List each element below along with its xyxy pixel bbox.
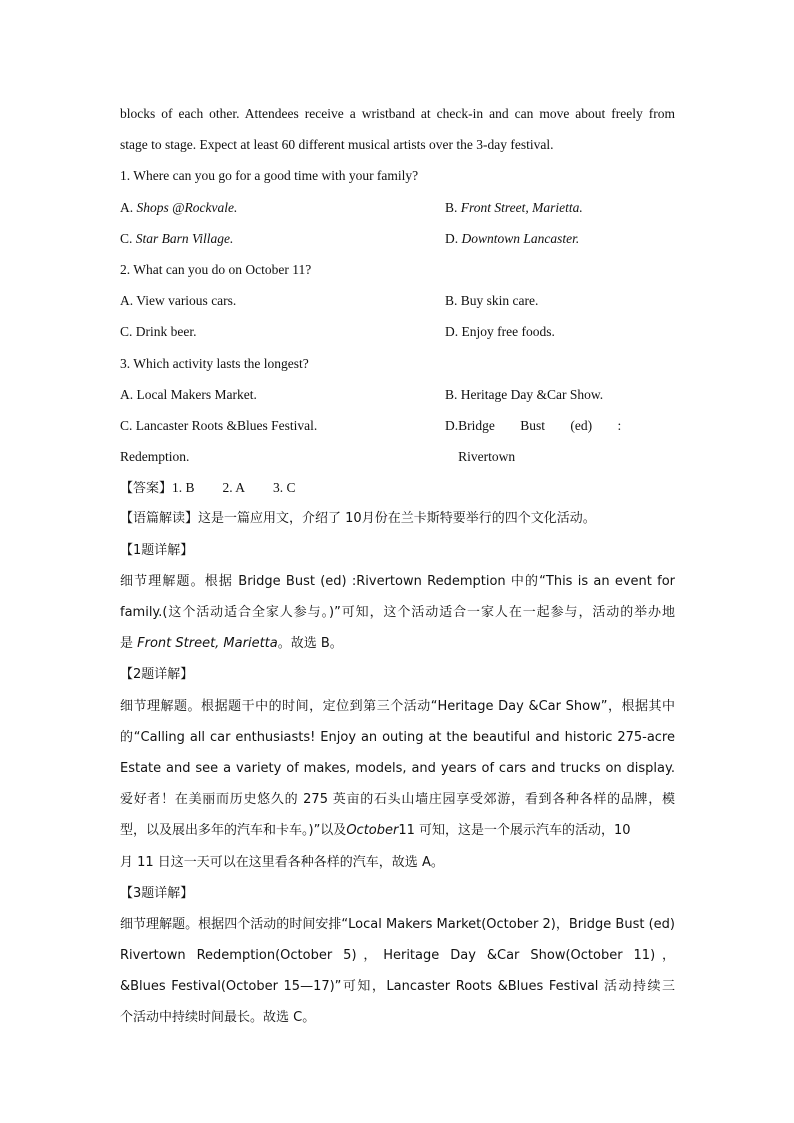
option-letter: D. <box>445 324 462 340</box>
option-letter: D. <box>445 417 459 433</box>
question-2-options-row-2 <box>120 316 675 347</box>
q3-heading: 【3题详解】 <box>120 885 194 901</box>
q1-line-1: 细节理解题。根据 Bridge Bust (ed) :Rivertown Redemption 中的“This is an event for <box>120 573 675 589</box>
option-text: Shops @Rockvale. <box>136 199 238 215</box>
option-text: Local Makers Market. <box>136 386 257 402</box>
option-text: Buy skin care. <box>460 293 539 309</box>
option-c <box>120 223 445 254</box>
option-d <box>445 316 675 347</box>
q1-line-2: family.(这个活动适合全家人参与。)”可知，这个活动适合一家人在一起参与，活动的举办地 <box>120 605 675 620</box>
q2-line-5-post: 11 可知，这是一个展示汽车的活动，10 <box>398 823 631 839</box>
option-letter: C. <box>120 230 136 246</box>
passage-reading-text: 这是一篇应用文，介绍了 10月份在兰卡斯特要举行的四个文化活动。 <box>198 511 596 527</box>
q2-line-1: 细节理解题。根据题干中的时间，定位到第三个活动“Heritage Day &Car Show”，根据其中 <box>120 698 675 714</box>
option-letter: B. <box>445 386 461 402</box>
option-letter: A. <box>120 386 137 402</box>
option-c <box>120 316 445 347</box>
option-text: Downtown Lancaster. <box>461 230 580 246</box>
answer-line <box>120 472 675 503</box>
question-1-options-row-1 <box>120 192 675 223</box>
q1-heading: 【1题详解】 <box>120 542 194 558</box>
question-1-stem: 1. Where can you go for a good time with your family? <box>120 168 419 184</box>
option-letter: C. <box>120 324 136 340</box>
option-a <box>120 285 445 316</box>
q2-heading: 【2题详解】 <box>120 667 194 683</box>
option-text: Front Street, Marietta. <box>460 199 583 215</box>
option-b <box>445 379 675 410</box>
question-3-stem: 3. Which activity lasts the longest? <box>120 355 309 371</box>
passage-reading-label: 【语篇解读】 <box>120 511 199 527</box>
question-3-option-d-wrap: Redemption. <box>120 449 190 465</box>
q2-line-5-pre: 型，以及展出多年的汽车和卡车。)”以及 <box>120 823 347 839</box>
option-text: Enjoy free foods. <box>461 324 555 340</box>
option-letter: C. <box>120 417 136 433</box>
q3-line-1: 细节理解题。根据四个活动的时间安排“Local Makers Market(October 2)，Bridge Bust (ed) <box>120 916 675 932</box>
passage-reading-line <box>120 503 675 534</box>
option-text: Star Barn Village. <box>135 230 234 246</box>
option-letter: A. <box>120 293 137 309</box>
option-letter: D. <box>445 230 462 246</box>
q3-line-4: 个活动中持续时间最长。故选 C。 <box>120 1010 316 1026</box>
option-a <box>120 192 445 223</box>
answer-1: 1. B <box>172 480 195 496</box>
option-b <box>445 192 675 223</box>
option-text: Bridge Bust (ed) : Rivertown <box>458 417 622 465</box>
answer-label: 【答案】 <box>120 481 173 497</box>
option-letter: B. <box>445 199 461 215</box>
q2-line-6: 月 11 日这一天可以在这里看各种各样的汽车，故选 A。 <box>120 854 444 870</box>
question-3-options-row-1 <box>120 379 675 410</box>
question-1-options-row-2 <box>120 223 675 254</box>
q2-line-4: 爱好者！在美丽而历史悠久的 275 英亩的石头山墙庄园享受郊游，看到各种各样的品牌，模 <box>120 792 675 808</box>
q3-line-2: Rivertown Redemption(October 5)，Heritage Day &Car Show(October 11)， <box>120 948 675 964</box>
option-d <box>445 410 675 465</box>
option-text: View various cars. <box>136 293 237 309</box>
q2-line-2: 的“Calling all car enthusiasts! Enjoy an outing at the beautiful and historic 275-acre <box>120 729 675 745</box>
q1-line-3-italic: Front Street, Marietta <box>137 636 278 652</box>
question-2-stem: 2. What can you do on October 11? <box>120 261 312 277</box>
intro-line-2: stage to stage. Expect at least 60 different musical artists over the 3-day festival. <box>120 137 554 153</box>
question-2-options-row-1 <box>120 285 675 316</box>
q1-line-3-pre: 是 <box>120 636 138 652</box>
option-c <box>120 410 445 441</box>
answer-2: 2. A <box>222 480 246 496</box>
intro-line-1: blocks of each other. Attendees receive a wristband at check-in and can move about freely from <box>120 106 675 121</box>
option-a <box>120 379 445 410</box>
q3-line-3: &Blues Festival(October 15—17)”可知，Lancaster Roots &Blues Festival 活动持续三 <box>120 979 675 995</box>
option-d <box>445 223 675 254</box>
option-text: Heritage Day &Car Show. <box>460 386 604 402</box>
option-text: Drink beer. <box>135 324 197 340</box>
q1-line-3-post: 。故选 B。 <box>277 636 343 652</box>
option-text: Lancaster Roots &Blues Festival. <box>135 417 318 433</box>
q1-line-3 <box>120 628 675 659</box>
option-b <box>445 285 675 316</box>
option-letter: B. <box>445 293 461 309</box>
q2-line-5 <box>120 815 675 846</box>
q2-line-3: Estate and see a variety of makes, models, and years of cars and trucks on display. <box>120 760 675 776</box>
document-body <box>120 98 675 1034</box>
q2-line-5-italic: October <box>346 823 399 839</box>
option-letter: A. <box>120 199 137 215</box>
answer-3: 3. C <box>273 480 296 496</box>
